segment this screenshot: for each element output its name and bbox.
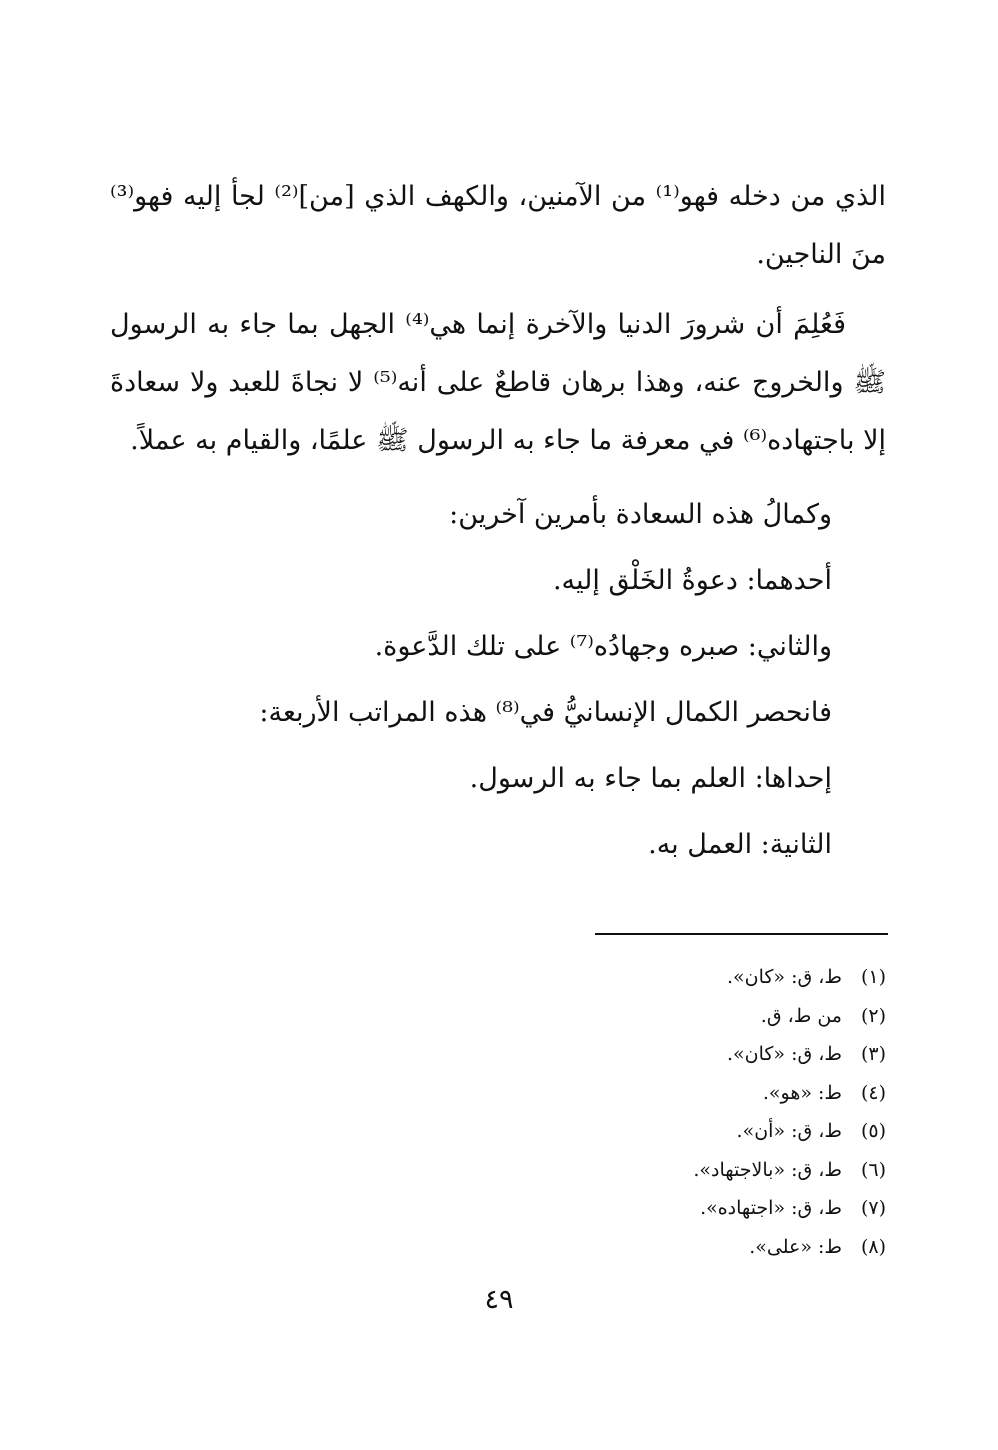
footnote-text: ط، ق: «اجتهاده». — [700, 1197, 842, 1219]
footnote-item — [486, 958, 886, 997]
text-line-2: أحدهما: دعوةُ الخَلْق إليه. — [552, 565, 832, 596]
footnote-item — [486, 1035, 886, 1074]
footnote-text: من ط، ق. — [760, 1004, 842, 1027]
footnote-separator — [595, 933, 888, 935]
footnote-item — [486, 997, 886, 1036]
footnote-item — [486, 1112, 886, 1151]
footnote-number: (١) — [860, 966, 886, 988]
main-text — [110, 168, 886, 878]
footnote-number: (٧) — [860, 1197, 886, 1219]
page-number: ٤٩ — [484, 1284, 514, 1315]
text-line-5: إحداها: العلم بما جاء به الرسول. — [469, 763, 832, 794]
footnote-number: (٣) — [860, 1043, 886, 1065]
footnote-number: (٢) — [860, 1004, 886, 1027]
text-line-1: وكمالُ هذه السعادة بأمرين آخرين: — [449, 499, 832, 530]
footnote-number: (٥) — [860, 1120, 886, 1142]
footnote-item — [486, 1151, 886, 1190]
text-line-6: الثانية: العمل به. — [648, 829, 832, 860]
footnote-text: ط: «على». — [749, 1235, 842, 1258]
footnote-number: (٨) — [860, 1235, 886, 1258]
footnote-item — [486, 1074, 886, 1113]
footnote-text: ط، ق: «كان». — [726, 1043, 842, 1065]
footnote-number: (٤) — [860, 1081, 886, 1104]
footnote-text: ط: «هو». — [762, 1081, 842, 1104]
footnote-number: (٦) — [860, 1158, 886, 1181]
footnote-item — [486, 1228, 886, 1267]
text-line-3: والثاني: صبره وجهادُه⁽⁷⁾ على تلك الدَّعوة. — [374, 631, 832, 662]
text-line-4: فانحصر الكمال الإنسانيُّ في⁽⁸⁾ هذه المراتب الأربعة: — [259, 697, 832, 728]
footnote-item — [486, 1189, 886, 1228]
footnote-text: ط، ق: «بالاجتهاد». — [693, 1158, 842, 1181]
footnote-text: ط، ق: «كان». — [726, 966, 842, 988]
paragraph-1: الذي من دخله فهو⁽¹⁾ من الآمنين، والكهف الذي [من]⁽²⁾ لجأ إليه فهو⁽³⁾ منَ الناجين. — [110, 181, 887, 270]
paragraph-2: فَعُلِمَ أن شرورَ الدنيا والآخرة إنما هي⁽⁴⁾ الجهل بما جاء به الرسول ﷺ والخروج عنه، وهذا برهان قاطعٌ على أنه⁽⁵⁾ لا نجاةَ للعبد ولا سعادةَ إلا باجتهاده⁽⁶⁾ في معرفة ما جاء به الرسول ﷺ علمًا، والقيام به عملاً. — [110, 309, 886, 456]
footnote-text: ط، ق: «أن». — [736, 1120, 842, 1142]
footnotes — [486, 958, 886, 1266]
